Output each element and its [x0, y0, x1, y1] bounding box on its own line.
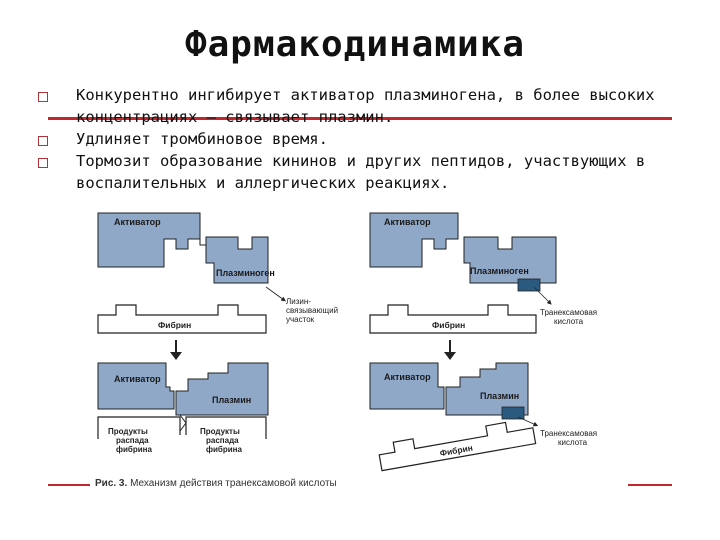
plasminogen-label: Плазминоген	[216, 268, 275, 278]
lysine-site-label-3: участок	[286, 315, 315, 324]
lysine-site-label-1: Лизин-	[286, 297, 311, 306]
bullet-3: Тормозит образование кининов и других пептидов, участвующих в воспалительных и аллергических реакциях.	[76, 152, 646, 192]
fibrin-strip-tilted	[377, 418, 535, 471]
activator-label-right: Активатор	[384, 217, 431, 227]
mechanism-diagram	[88, 205, 626, 490]
tranexamic-label-1: Транексамовая	[540, 308, 598, 317]
fibrin-label-tilted: Фибрин	[438, 442, 474, 459]
figure-caption	[95, 478, 337, 489]
activator-block-right-2	[370, 363, 444, 409]
plasminogen-block-right	[464, 237, 556, 283]
activator-block-2	[98, 363, 174, 409]
caption-line-right	[628, 484, 672, 486]
fibrin-label: Фибрин	[158, 320, 192, 330]
caption-line-left	[48, 484, 90, 486]
mechanism-figure	[88, 205, 626, 490]
plasmin-label: Плазмин	[212, 395, 252, 405]
tranexamic-label-3: Транексамовая	[540, 429, 598, 438]
bullet-2: Удлиняет тромбиновое время.	[76, 130, 328, 148]
lysine-site-label-2: связывающий	[286, 306, 339, 315]
caption-text: Механизм действия транексамовой кислоты	[130, 478, 337, 489]
plasmin-block	[176, 363, 268, 415]
bullet-1: Конкурентно ингибирует активатор плазминогена, в более высоких концентрациях — связывает плазмин.	[76, 86, 655, 126]
bullet-marker	[38, 136, 48, 146]
products-label-2b: распада	[206, 436, 239, 445]
activator-label: Активатор	[114, 217, 161, 227]
products-label-1c: фибрина	[116, 445, 152, 454]
products-label-1b: распада	[116, 436, 149, 445]
products-label-2c: фибрина	[206, 445, 242, 454]
plasminogen-label-right: Плазминоген	[470, 266, 529, 276]
products-label-1a: Продукты	[108, 427, 148, 436]
fibrin-label-right: Фибрин	[432, 320, 466, 330]
caption-label: Рис. 3.	[95, 478, 128, 489]
products-label-2a: Продукты	[200, 427, 240, 436]
bullet-marker	[38, 158, 48, 168]
activator-label-2: Активатор	[114, 374, 161, 384]
page-title: Фармакодинамика	[184, 24, 526, 65]
plasmin-label-right: Плазмин	[480, 391, 520, 401]
bullet-marker	[38, 92, 48, 102]
tranexamic-label-2: кислота	[554, 317, 584, 326]
activator-label-right-2: Активатор	[384, 372, 431, 382]
tranexamic-label-4: кислота	[558, 438, 588, 447]
tranexamic-acid-block-2	[502, 407, 524, 419]
